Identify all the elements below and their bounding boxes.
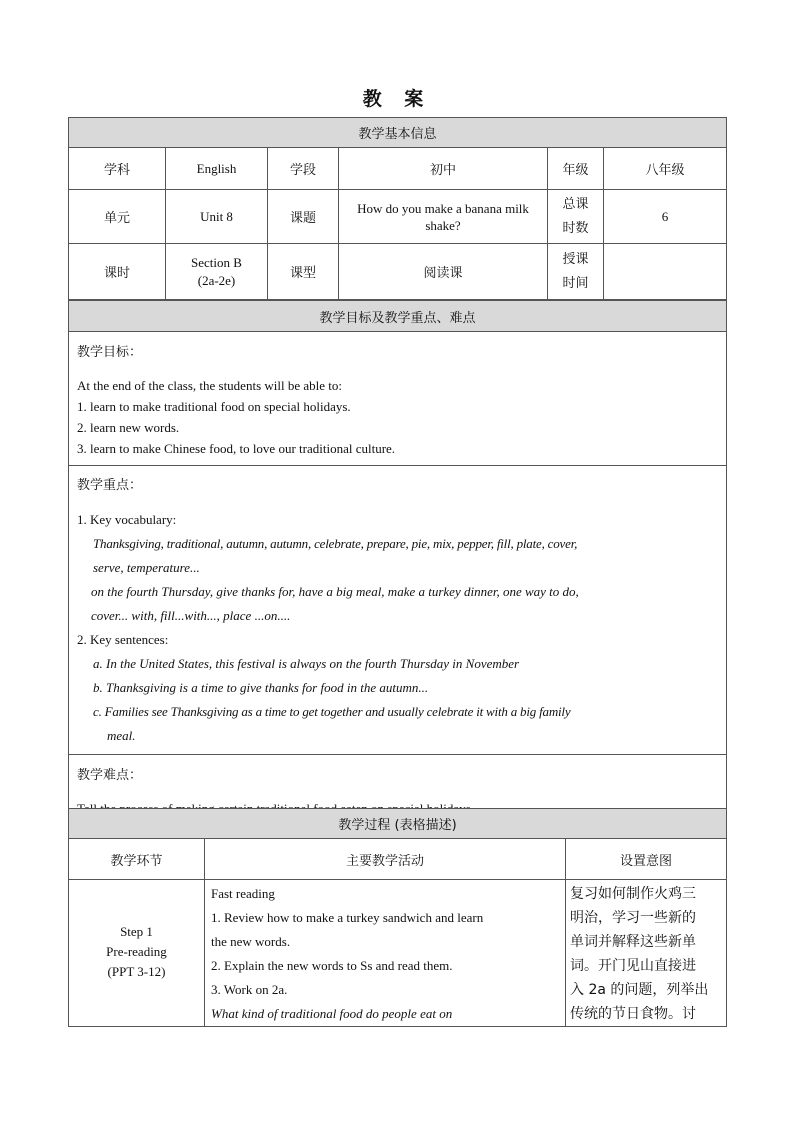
activity-cell [205,880,566,1027]
grade-value: 八年级 [604,148,727,190]
activity-line: Fast reading [211,886,275,901]
activity-line: 2. Explain the new words to Ss and read them. [211,958,453,973]
topic-value: How do you make a banana milk shake? [339,190,548,244]
period-label: 课时 [69,244,166,300]
basic-info-header: 教学基本信息 [69,118,727,148]
objectives-section [69,332,727,466]
sentence-line: b. Thanksgiving is a time to give thanks for food in the autumn... [93,680,429,695]
teaching-time-value [604,244,727,300]
objective-line: 2. learn new words. [77,420,180,435]
total-hours-value: 6 [604,190,727,244]
unit-label: 单元 [69,190,166,244]
col-intent-header: 设置意图 [566,839,727,880]
subject-label: 学科 [69,148,166,190]
intent-line: 单词并解释这些新单 [570,934,696,950]
type-label: 课型 [268,244,339,300]
sentence-line: meal. [107,728,136,743]
step-cell [69,880,205,1027]
key-points-label: 教学重点： [77,478,143,493]
grade-label: 年级 [548,148,604,190]
goals-table [68,300,727,826]
process-header: 教学过程 (表格描述) [69,809,727,839]
topic-label: 课题 [268,190,339,244]
period-value [166,244,268,300]
objective-line: 1. learn to make traditional food on special holidays. [77,399,351,414]
difficulties-label: 教学难点： [77,768,143,783]
basic-info-table [68,117,727,300]
intent-line: 入 2a 的问题，列举出 [570,982,709,998]
activity-line: the new words. [211,934,291,949]
teaching-time-label-line2: 时间 [562,275,589,291]
col-activity-header: 主要教学活动 [205,839,566,880]
sentence-line: c. Families see Thanksgiving as a time to get together and usually celebrate it with a big family [93,704,571,719]
vocab-line: cover... with, fill...with..., place ...on.... [91,608,291,623]
objectives-label: 教学目标： [77,345,143,360]
stage-label: 学段 [268,148,339,190]
goals-header: 教学目标及教学重点、难点 [69,301,727,332]
teaching-time-label-line1: 授课 [562,251,589,267]
intent-line: 词。开门见山直接进 [570,958,696,974]
vocab-line: on the fourth Thursday, give thanks for, have a big meal, make a turkey dinner, one way to do, [91,584,579,599]
activity-question: What kind of traditional food do people eat on [211,1006,453,1021]
period-value-line1: Section B [191,254,242,270]
total-hours-label [548,190,604,244]
step-name: Step 1 [120,924,153,939]
vocab-title: 1. Key vocabulary: [77,512,177,527]
activity-line: 3. Work on 2a. [211,982,288,997]
teaching-time-label [548,244,604,300]
total-hours-label-line1: 总课 [562,196,589,212]
step-phase: Pre-reading [106,944,167,959]
document-title: 教 案 [362,88,432,110]
total-hours-label-line2: 时数 [562,220,589,236]
objective-line: 3. learn to make Chinese food, to love our traditional culture. [77,441,396,456]
period-value-line2: (2a-2e) [197,272,236,288]
stage-value: 初中 [339,148,548,190]
activity-line: 1. Review how to make a turkey sandwich and learn [211,910,484,925]
key-points-section [69,466,727,755]
process-table [68,808,727,1027]
subject-value: English [166,148,268,190]
intent-cell [566,880,727,1027]
vocab-line: Thanksgiving, traditional, autumn, autumn, celebrate, prepare, pie, mix, pepper, fill, plate, cover, [93,536,578,551]
objective-line: At the end of the class, the students will be able to: [77,378,342,393]
sentence-line: a. In the United States, this festival is always on the fourth Thursday in November [93,656,520,671]
intent-line: 传统的节日食物。讨 [570,1006,696,1022]
type-value: 阅读课 [339,244,548,300]
intent-line: 明治，学习一些新的 [570,910,696,926]
col-stage-header: 教学环节 [69,839,205,880]
step-ppt: (PPT 3-12) [107,964,166,979]
vocab-line: serve, temperature... [93,560,200,575]
unit-value: Unit 8 [166,190,268,244]
sentences-title: 2. Key sentences: [77,632,169,647]
intent-line: 复习如何制作火鸡三 [570,886,696,902]
